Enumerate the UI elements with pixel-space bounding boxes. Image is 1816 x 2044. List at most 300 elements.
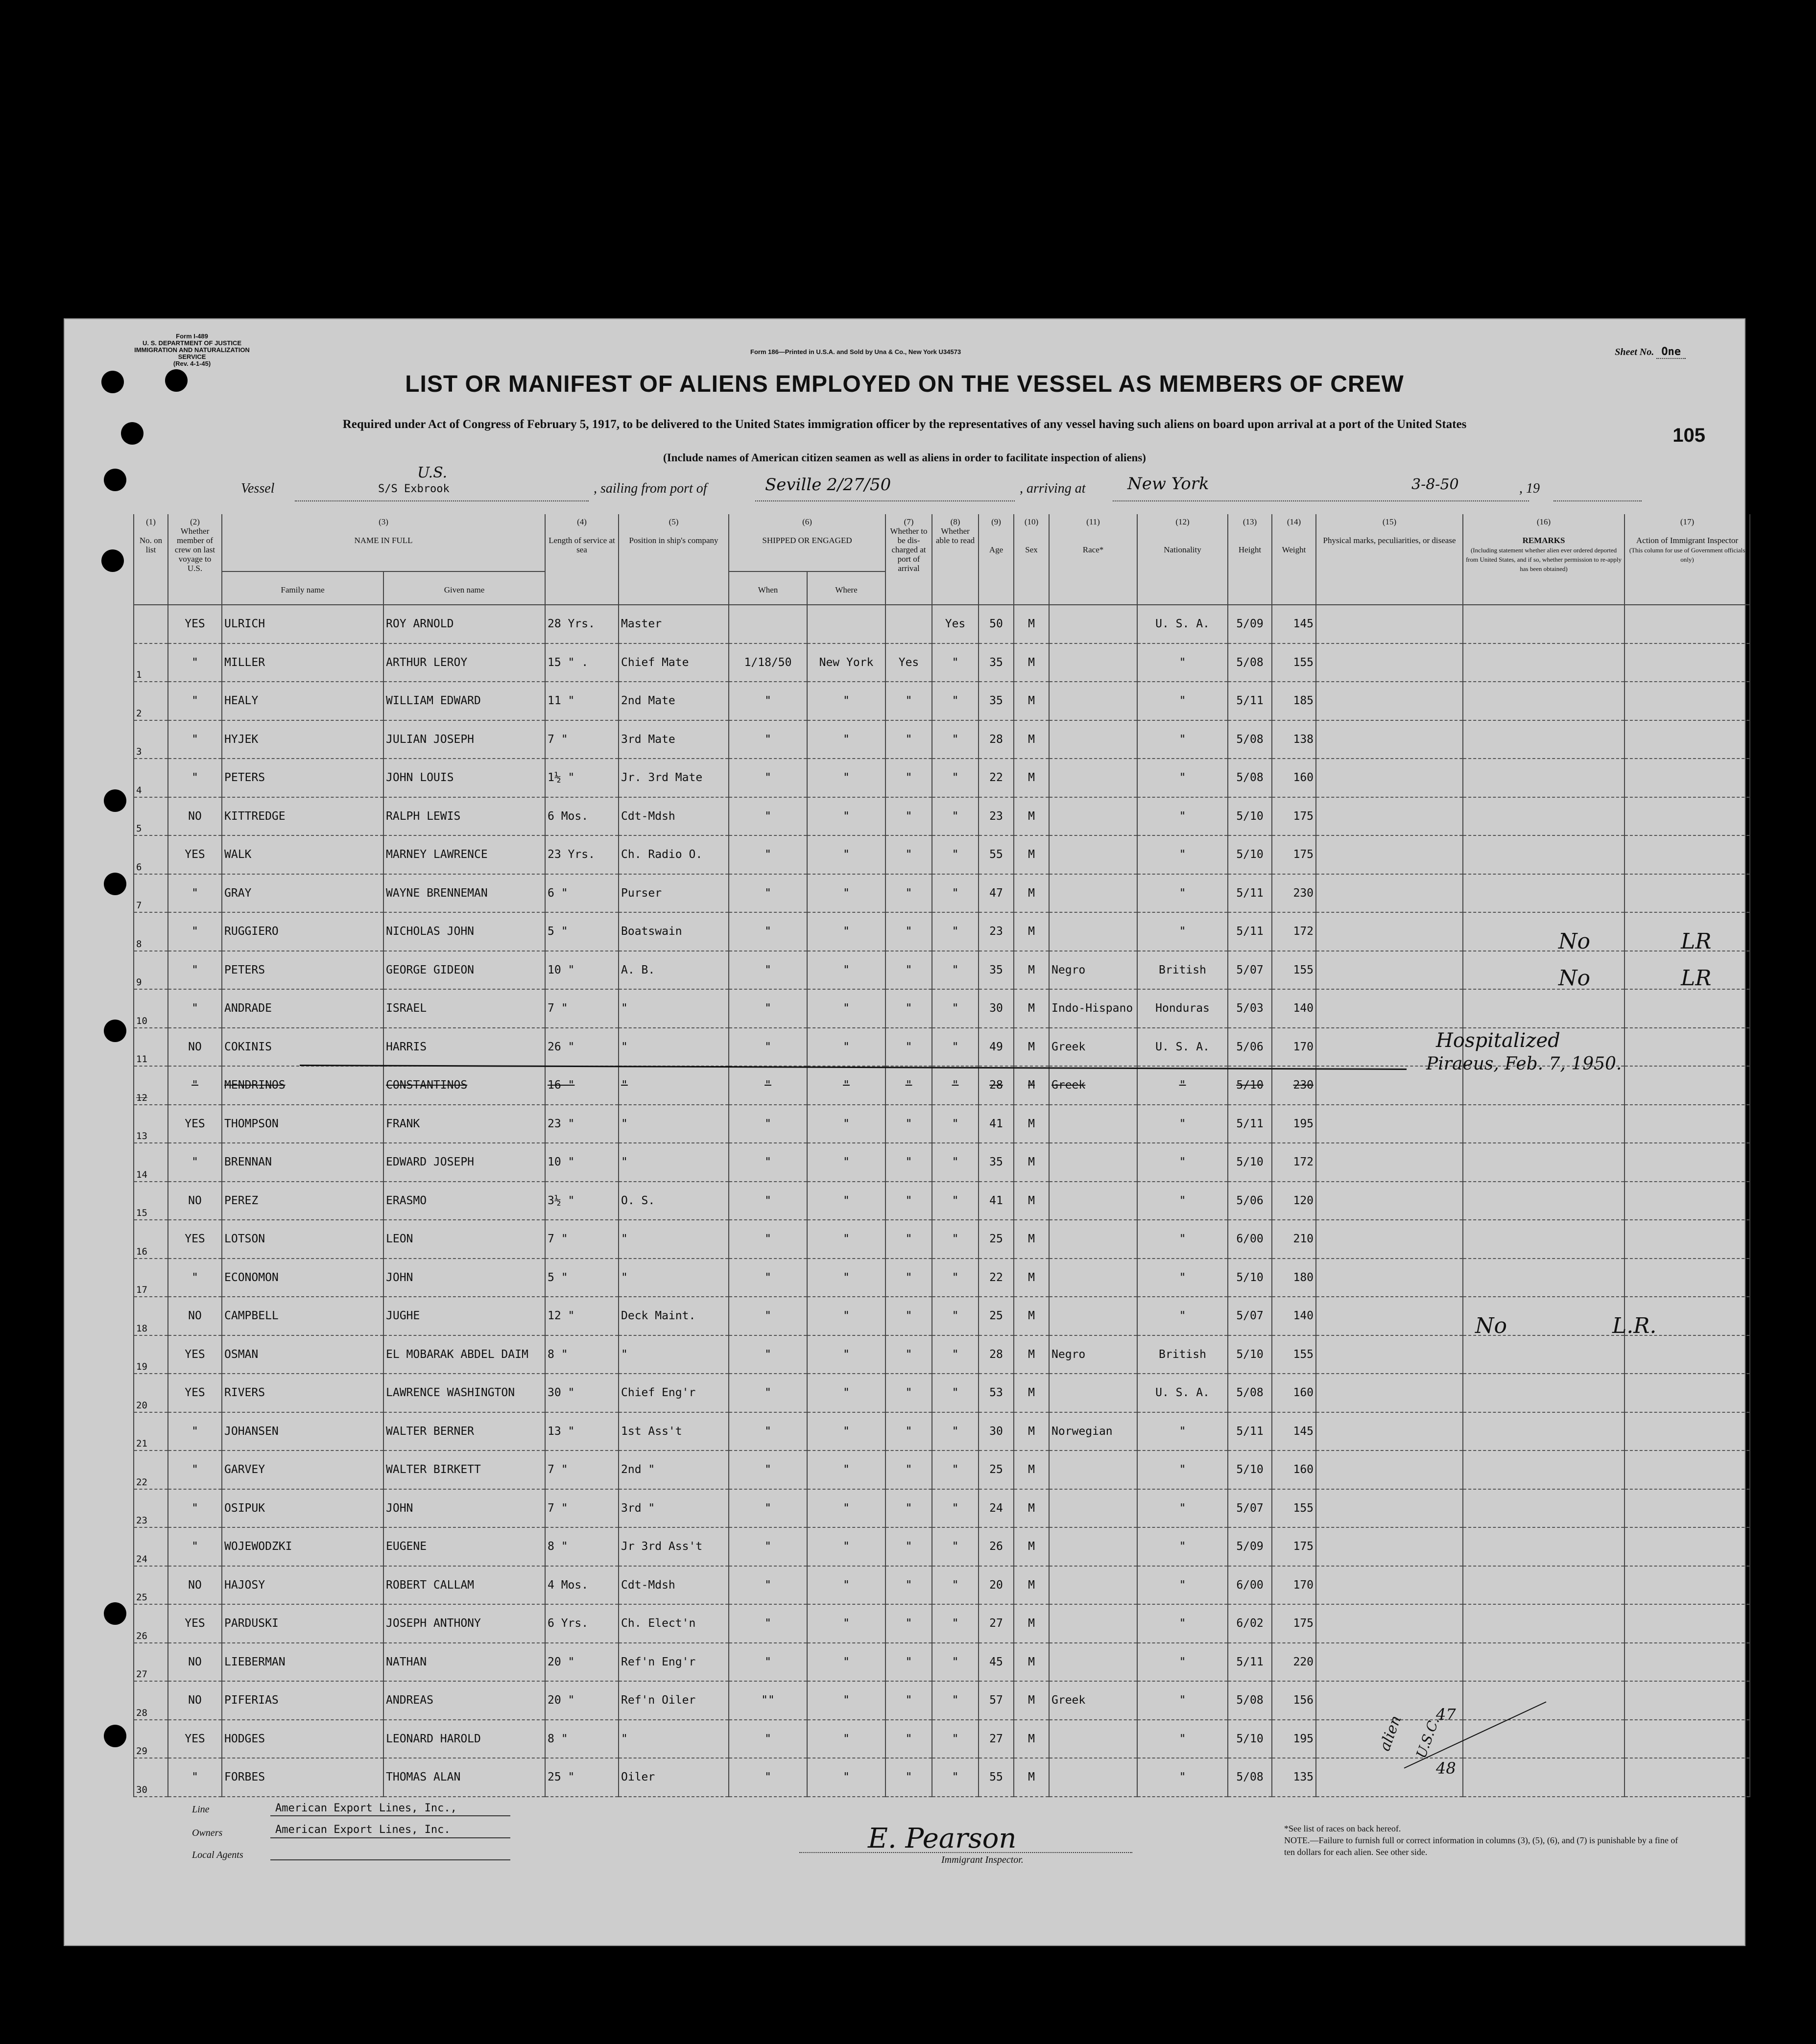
table-row	[134, 912, 1750, 951]
sailing-label: , sailing from port of	[594, 481, 707, 496]
shipped-where-cell: "	[807, 989, 885, 1028]
read-cell: "	[932, 951, 979, 990]
race-cell	[1049, 643, 1137, 682]
sex-cell: M	[1014, 912, 1049, 951]
vessel-prefix: U.S.	[417, 464, 448, 481]
row-number: 19	[134, 1335, 168, 1374]
prev-voyage-cell: "	[168, 1259, 222, 1297]
read-cell: "	[932, 1259, 979, 1297]
shipped-where-cell: "	[807, 1412, 885, 1451]
race-cell: Indo-Hispano	[1049, 989, 1137, 1028]
prev-voyage-cell: "	[168, 874, 222, 913]
read-cell: "	[932, 797, 979, 836]
read-cell: "	[932, 1566, 979, 1605]
age-cell: 28	[979, 720, 1014, 759]
position-cell: O. S.	[619, 1182, 729, 1220]
row-number: 27	[134, 1643, 168, 1682]
punch-hole	[121, 422, 143, 445]
position-cell: "	[619, 1220, 729, 1259]
weight-cell: 185	[1272, 682, 1316, 720]
age-cell: 41	[979, 1182, 1014, 1220]
sex-cell: M	[1014, 989, 1049, 1028]
family-name-cell: HYJEK	[222, 720, 383, 759]
discharged-cell: "	[885, 1758, 932, 1797]
service-cell: 30 "	[545, 1374, 619, 1412]
height-cell: 5/06	[1228, 1182, 1272, 1220]
weight-cell: 156	[1272, 1681, 1316, 1720]
discharged-cell: "	[885, 1066, 932, 1105]
remarks-cell	[1463, 1335, 1625, 1374]
given-name-cell: HARRIS	[383, 1028, 545, 1067]
table-row	[134, 951, 1750, 990]
service-cell: 8 "	[545, 1720, 619, 1759]
shipped-where-cell: "	[807, 1720, 885, 1759]
race-cell: Negro	[1049, 1335, 1137, 1374]
height-cell: 5/10	[1228, 835, 1272, 874]
discharged-cell: "	[885, 1527, 932, 1566]
weight-cell: 145	[1272, 1412, 1316, 1451]
race-cell	[1049, 1527, 1137, 1566]
weight-cell: 140	[1272, 989, 1316, 1028]
nationality-cell: "	[1137, 759, 1228, 797]
shipped-when-cell: "	[729, 759, 807, 797]
annotation-lr: LR	[1681, 929, 1712, 954]
remarks-cell	[1463, 1643, 1625, 1682]
remarks-cell	[1463, 912, 1625, 951]
annotation-no: No	[1475, 1313, 1507, 1338]
punch-hole	[104, 873, 126, 895]
row-number: 25	[134, 1566, 168, 1605]
prev-voyage-cell: "	[168, 682, 222, 720]
action-cell	[1625, 1489, 1750, 1528]
weight-cell: 175	[1272, 797, 1316, 836]
row-number: 12	[134, 1066, 168, 1105]
nationality-cell: "	[1137, 1412, 1228, 1451]
read-cell: "	[932, 1758, 979, 1797]
shipped-when-cell: "	[729, 1566, 807, 1605]
physical-cell	[1316, 1143, 1463, 1182]
action-cell	[1625, 1681, 1750, 1720]
height-cell: 5/09	[1228, 605, 1272, 643]
row-number: 24	[134, 1527, 168, 1566]
annotation-count: 48	[1436, 1759, 1456, 1778]
family-name-cell: GARVEY	[222, 1450, 383, 1489]
punch-hole	[104, 469, 126, 491]
race-cell	[1049, 1720, 1137, 1759]
shipped-where-cell: "	[807, 1758, 885, 1797]
row-number: 6	[134, 835, 168, 874]
col-service: (4) Length of service at sea	[545, 514, 619, 605]
family-name-cell: OSMAN	[222, 1335, 383, 1374]
family-name-cell: THOMPSON	[222, 1105, 383, 1143]
given-name-cell: MARNEY LAWRENCE	[383, 835, 545, 874]
col-prev-voyage: (2) Whether member of crew on last voyage to U.S.	[168, 514, 222, 605]
prev-voyage-cell: YES	[168, 605, 222, 643]
sex-cell: M	[1014, 1220, 1049, 1259]
action-cell	[1625, 1412, 1750, 1451]
row-number: 20	[134, 1374, 168, 1412]
shipped-when-cell: "	[729, 1297, 807, 1335]
table-row	[134, 1374, 1750, 1412]
sex-cell: M	[1014, 1758, 1049, 1797]
table-row	[134, 1489, 1750, 1528]
height-cell: 6/02	[1228, 1604, 1272, 1643]
weight-cell: 210	[1272, 1220, 1316, 1259]
remarks-cell	[1463, 951, 1625, 990]
age-cell: 25	[979, 1297, 1014, 1335]
sex-cell: M	[1014, 643, 1049, 682]
position-cell: "	[619, 1028, 729, 1067]
prev-voyage-cell: "	[168, 643, 222, 682]
race-cell	[1049, 1450, 1137, 1489]
position-cell: 2nd "	[619, 1450, 729, 1489]
prev-voyage-cell: YES	[168, 835, 222, 874]
race-cell	[1049, 1489, 1137, 1528]
shipped-where-cell: "	[807, 1297, 885, 1335]
prev-voyage-cell: NO	[168, 797, 222, 836]
prev-voyage-cell: "	[168, 1412, 222, 1451]
nationality-cell: U. S. A.	[1137, 605, 1228, 643]
height-cell: 5/06	[1228, 1028, 1272, 1067]
remarks-cell	[1463, 1489, 1625, 1528]
race-cell: Greek	[1049, 1028, 1137, 1067]
vessel-label: Vessel	[241, 481, 275, 496]
family-name-cell: RUGGIERO	[222, 912, 383, 951]
remarks-cell	[1463, 759, 1625, 797]
shipped-when-cell: "	[729, 797, 807, 836]
given-name-cell: EL MOBARAK ABDEL DAIM	[383, 1335, 545, 1374]
given-name-cell: THOMAS ALAN	[383, 1758, 545, 1797]
discharged-cell: "	[885, 682, 932, 720]
position-cell: Ch. Radio O.	[619, 835, 729, 874]
age-cell: 24	[979, 1489, 1014, 1528]
col-name: (3) NAME IN FULL	[222, 514, 545, 571]
physical-cell	[1316, 1259, 1463, 1297]
remarks-cell	[1463, 1604, 1625, 1643]
family-name-cell: FORBES	[222, 1758, 383, 1797]
nationality-cell: "	[1137, 874, 1228, 913]
nationality-cell: U. S. A.	[1137, 1028, 1228, 1067]
height-cell: 5/11	[1228, 912, 1272, 951]
sex-cell: M	[1014, 1643, 1049, 1682]
given-name-cell: NICHOLAS JOHN	[383, 912, 545, 951]
col-nationality: (12) Nationality	[1137, 514, 1228, 605]
position-cell: Chief Mate	[619, 643, 729, 682]
read-cell: "	[932, 1220, 979, 1259]
weight-cell: 175	[1272, 835, 1316, 874]
service-cell: 23 "	[545, 1105, 619, 1143]
nationality-cell: U. S. A.	[1137, 1374, 1228, 1412]
discharged-cell: "	[885, 835, 932, 874]
discharged-cell: "	[885, 1566, 932, 1605]
shipped-when-cell: "	[729, 1643, 807, 1682]
given-name-cell: JOHN LOUIS	[383, 759, 545, 797]
col-shipped: (6) SHIPPED OR ENGAGED	[729, 514, 885, 571]
nationality-cell: Honduras	[1137, 989, 1228, 1028]
table-row	[134, 1681, 1750, 1720]
sex-cell: M	[1014, 1028, 1049, 1067]
height-cell: 6/00	[1228, 1220, 1272, 1259]
family-name-cell: COKINIS	[222, 1028, 383, 1067]
weight-cell: 138	[1272, 720, 1316, 759]
family-name-cell: WOJEWODZKI	[222, 1527, 383, 1566]
prev-voyage-cell: YES	[168, 1335, 222, 1374]
nationality-cell: "	[1137, 643, 1228, 682]
age-cell: 28	[979, 1335, 1014, 1374]
read-cell: "	[932, 682, 979, 720]
prev-voyage-cell: NO	[168, 1182, 222, 1220]
given-name-cell: CONSTANTINOS	[383, 1066, 545, 1105]
shipped-when-cell: "	[729, 874, 807, 913]
family-name-cell: ECONOMON	[222, 1259, 383, 1297]
service-cell: 4 Mos.	[545, 1566, 619, 1605]
discharged-cell: "	[885, 1681, 932, 1720]
read-cell: "	[932, 1143, 979, 1182]
physical-cell	[1316, 797, 1463, 836]
height-cell: 5/07	[1228, 1489, 1272, 1528]
nationality-cell: British	[1137, 951, 1228, 990]
remarks-cell	[1463, 989, 1625, 1028]
discharged-cell: "	[885, 1374, 932, 1412]
height-cell: 5/11	[1228, 874, 1272, 913]
col-sex: (10) Sex	[1014, 514, 1049, 605]
prev-voyage-cell: "	[168, 912, 222, 951]
position-cell: 3rd "	[619, 1489, 729, 1528]
shipped-when-cell: "	[729, 989, 807, 1028]
shipped-where-cell: "	[807, 874, 885, 913]
row-number	[134, 605, 168, 643]
col-when: When	[729, 571, 807, 605]
family-name-cell: CAMPBELL	[222, 1297, 383, 1335]
document-subtitle: Required under Act of Congress of February 5, 1917, to be delivered to the United States immigration officer by the representatives of any vessel having such aliens on board upon arrival at a port of the United States	[342, 418, 1467, 431]
table-row	[134, 1297, 1750, 1335]
given-name-cell: EDWARD JOSEPH	[383, 1143, 545, 1182]
vessel-line	[241, 464, 1661, 502]
race-cell	[1049, 1143, 1137, 1182]
page-number: 105	[1673, 425, 1705, 446]
prev-voyage-cell: "	[168, 1527, 222, 1566]
nationality-cell: "	[1137, 1259, 1228, 1297]
nationality-cell: "	[1137, 720, 1228, 759]
family-name-cell: OSIPUK	[222, 1489, 383, 1528]
table-row	[134, 1220, 1750, 1259]
given-name-cell: WALTER BERNER	[383, 1412, 545, 1451]
remarks-cell	[1463, 1259, 1625, 1297]
table-row	[134, 605, 1750, 643]
family-name-cell: RIVERS	[222, 1374, 383, 1412]
physical-cell	[1316, 605, 1463, 643]
read-cell: "	[932, 1412, 979, 1451]
action-cell	[1625, 1182, 1750, 1220]
remarks-cell	[1463, 1527, 1625, 1566]
table-row	[134, 720, 1750, 759]
family-name-cell: JOHANSEN	[222, 1412, 383, 1451]
race-cell	[1049, 874, 1137, 913]
arriving-label: , arriving at	[1020, 481, 1086, 496]
action-cell	[1625, 1720, 1750, 1759]
discharged-cell: "	[885, 1182, 932, 1220]
given-name-cell: JOSEPH ANTHONY	[383, 1604, 545, 1643]
age-cell: 22	[979, 1259, 1014, 1297]
shipped-where-cell: "	[807, 1259, 885, 1297]
shipped-when-cell: "	[729, 835, 807, 874]
shipped-where-cell: "	[807, 1335, 885, 1374]
read-cell: "	[932, 874, 979, 913]
height-cell: 5/08	[1228, 720, 1272, 759]
age-cell: 27	[979, 1604, 1014, 1643]
physical-cell	[1316, 989, 1463, 1028]
shipped-where-cell: "	[807, 1566, 885, 1605]
shipped-where-cell: "	[807, 1681, 885, 1720]
physical-cell	[1316, 682, 1463, 720]
age-cell: 27	[979, 1720, 1014, 1759]
position-cell: Boatswain	[619, 912, 729, 951]
family-name-cell: GRAY	[222, 874, 383, 913]
read-cell: "	[932, 1028, 979, 1067]
shipped-where-cell: "	[807, 835, 885, 874]
sex-cell: M	[1014, 1450, 1049, 1489]
shipped-when-cell: "	[729, 1489, 807, 1528]
weight-cell: 220	[1272, 1643, 1316, 1682]
inspector-label: Immigrant Inspector.	[941, 1854, 1024, 1865]
race-cell	[1049, 1259, 1137, 1297]
arrival-date: 3-8-50	[1411, 476, 1459, 493]
printer-line: Form 186—Printed in U.S.A. and Sold by Una & Co., New York U34573	[750, 348, 961, 356]
row-number: 30	[134, 1758, 168, 1797]
service-cell: 7 "	[545, 989, 619, 1028]
document-subnote: (Include names of American citizen seamen as well as aliens in order to facilitate inspection of aliens)	[663, 452, 1146, 464]
prev-voyage-cell: NO	[168, 1297, 222, 1335]
given-name-cell: JUGHE	[383, 1297, 545, 1335]
position-cell: 3rd Mate	[619, 720, 729, 759]
table-row	[134, 1720, 1750, 1759]
col-read: (8) Whether able to read	[932, 514, 979, 605]
service-cell: 6 Mos.	[545, 797, 619, 836]
weight-cell: 135	[1272, 1758, 1316, 1797]
prev-voyage-cell: YES	[168, 1604, 222, 1643]
height-cell: 5/07	[1228, 1297, 1272, 1335]
race-cell	[1049, 797, 1137, 836]
action-cell	[1625, 1450, 1750, 1489]
remarks-cell	[1463, 1450, 1625, 1489]
physical-cell	[1316, 835, 1463, 874]
nationality-cell: British	[1137, 1335, 1228, 1374]
position-cell: Oiler	[619, 1758, 729, 1797]
nationality-cell: "	[1137, 1758, 1228, 1797]
annotation-lr: L.R.	[1612, 1313, 1657, 1338]
action-cell	[1625, 759, 1750, 797]
service-cell: 3½ "	[545, 1182, 619, 1220]
action-cell	[1625, 1220, 1750, 1259]
service-cell: 6 Yrs.	[545, 1604, 619, 1643]
given-name-cell: ROY ARNOLD	[383, 605, 545, 643]
read-cell: "	[932, 1720, 979, 1759]
read-cell: "	[932, 1489, 979, 1528]
service-cell: 23 Yrs.	[545, 835, 619, 874]
height-cell: 5/03	[1228, 989, 1272, 1028]
service-cell: 26 "	[545, 1028, 619, 1067]
physical-cell	[1316, 874, 1463, 913]
prev-voyage-cell: NO	[168, 1643, 222, 1682]
prev-voyage-cell: "	[168, 1489, 222, 1528]
prev-voyage-cell: "	[168, 759, 222, 797]
given-name-cell: LEONARD HAROLD	[383, 1720, 545, 1759]
read-cell: "	[932, 1643, 979, 1682]
height-cell: 5/08	[1228, 1758, 1272, 1797]
height-cell: 6/00	[1228, 1566, 1272, 1605]
discharged-cell: "	[885, 989, 932, 1028]
table-row	[134, 1105, 1750, 1143]
col-action: (17) Action of Immigrant Inspector (This column for use of Government officials only)	[1625, 514, 1750, 605]
remarks-cell	[1463, 720, 1625, 759]
document-title: LIST OR MANIFEST OF ALIENS EMPLOYED ON THE VESSEL AS MEMBERS OF CREW	[405, 371, 1404, 397]
position-cell: Jr 3rd Ass't	[619, 1527, 729, 1566]
weight-cell: 230	[1272, 874, 1316, 913]
race-cell	[1049, 1566, 1137, 1605]
age-cell: 22	[979, 759, 1014, 797]
shipped-when-cell: "	[729, 1105, 807, 1143]
owners-value: American Export Lines, Inc.	[275, 1824, 451, 1836]
age-cell: 26	[979, 1527, 1014, 1566]
prev-voyage-cell: YES	[168, 1105, 222, 1143]
action-cell	[1625, 1335, 1750, 1374]
year-label: , 19	[1519, 481, 1540, 496]
punch-hole	[104, 1602, 126, 1625]
position-cell: "	[619, 1720, 729, 1759]
row-number: 16	[134, 1220, 168, 1259]
discharged-cell: "	[885, 1450, 932, 1489]
action-cell	[1625, 1566, 1750, 1605]
physical-cell	[1316, 1604, 1463, 1643]
service-cell: 10 "	[545, 1143, 619, 1182]
sex-cell: M	[1014, 1066, 1049, 1105]
remarks-cell	[1463, 797, 1625, 836]
shipped-where-cell: "	[807, 682, 885, 720]
col-given-name: Given name	[383, 571, 545, 605]
weight-cell: 172	[1272, 912, 1316, 951]
weight-cell: 155	[1272, 951, 1316, 990]
shipped-where-cell: "	[807, 1374, 885, 1412]
shipped-when-cell: "	[729, 912, 807, 951]
discharged-cell: "	[885, 1105, 932, 1143]
remarks-cell	[1463, 1720, 1625, 1759]
nationality-cell: "	[1137, 1105, 1228, 1143]
service-cell: 1½ "	[545, 759, 619, 797]
punch-hole	[104, 789, 126, 812]
shipped-where-cell: "	[807, 720, 885, 759]
age-cell: 45	[979, 1643, 1014, 1682]
position-cell: Master	[619, 605, 729, 643]
prev-voyage-cell: "	[168, 989, 222, 1028]
shipped-where-cell: "	[807, 1489, 885, 1528]
height-cell: 5/10	[1228, 1450, 1272, 1489]
family-name-cell: HODGES	[222, 1720, 383, 1759]
height-cell: 5/10	[1228, 1720, 1272, 1759]
annotation-hospitalized: Hospitalized	[1436, 1029, 1560, 1052]
shipped-when-cell: "	[729, 951, 807, 990]
nationality-cell: "	[1137, 1066, 1228, 1105]
action-cell	[1625, 874, 1750, 913]
given-name-cell: ISRAEL	[383, 989, 545, 1028]
weight-cell: 170	[1272, 1028, 1316, 1067]
position-cell: Chief Eng'r	[619, 1374, 729, 1412]
family-name-cell: ULRICH	[222, 605, 383, 643]
row-number: 7	[134, 874, 168, 913]
shipped-when-cell: "	[729, 1374, 807, 1412]
action-cell	[1625, 1643, 1750, 1682]
prev-voyage-cell: "	[168, 1450, 222, 1489]
given-name-cell: LEON	[383, 1220, 545, 1259]
